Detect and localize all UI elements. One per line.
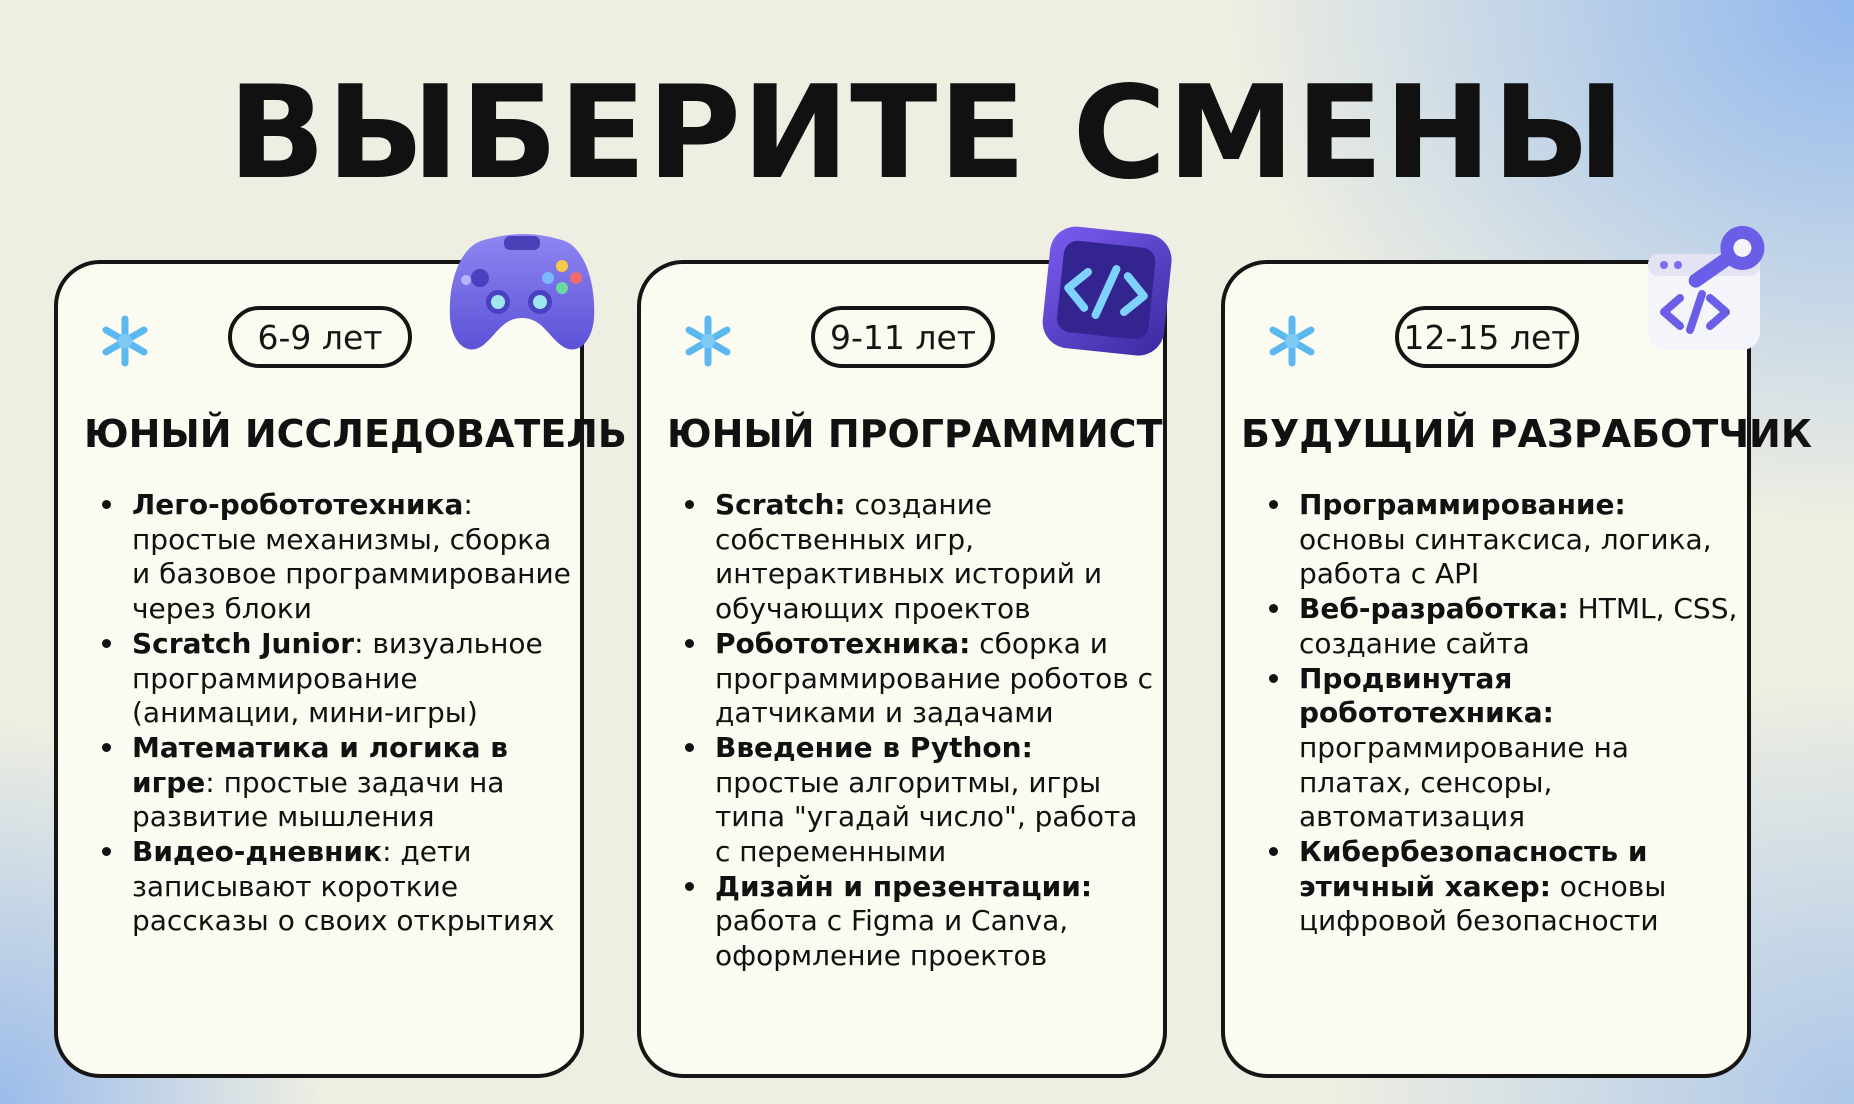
star-icon — [98, 314, 152, 368]
star-icon — [681, 314, 735, 368]
list-item: Лего-робототехника: простые механизмы, сборка и базовое программирование через блоки — [132, 488, 571, 626]
card-future-developer[interactable] — [1221, 260, 1812, 1078]
code-wrench-icon — [1640, 214, 1776, 356]
list-item: Кибербезопасность и этичный хакер: основы цифровой безопасности — [1299, 835, 1739, 939]
list-item: Робототехника: сборка и программирование роботов с датчиками и задачами — [715, 626, 1154, 730]
list-item: Введение в Python: простые алгоритмы, игры типа "угадай число", работа с переменными — [715, 731, 1155, 870]
age-badge: 9-11 лет — [811, 306, 995, 368]
age-badge: 12-15 лет — [1395, 306, 1579, 368]
card-young-programmer[interactable] — [637, 260, 1167, 1078]
star-icon — [1265, 314, 1319, 368]
code-window-icon — [1036, 222, 1176, 362]
topic-list — [681, 488, 1155, 974]
card-young-explorer[interactable] — [54, 260, 627, 1078]
card-title: ЮНЫЙ ИССЛЕДОВАТЕЛЬ — [84, 412, 627, 456]
page-title: ВЫБЕРИТЕ СМЕНЫ — [228, 59, 1626, 208]
list-item: Продвинутая робототехника: программирование на платах, сенсоры, автоматизация — [1299, 662, 1739, 836]
card-title: БУДУЩИЙ РАЗРАБОТЧИК — [1241, 412, 1812, 456]
list-item: Веб-разработка: HTML, CSS, создание сайта — [1299, 592, 1738, 660]
list-item: Scratch: создание собственных игр, интерактивных историй и обучающих проектов — [715, 488, 1155, 627]
age-badge: 6-9 лет — [228, 306, 412, 368]
list-item: Видео-дневник: дети записывают короткие рассказы о своих открытиях — [132, 835, 572, 939]
topic-list — [1265, 488, 1739, 939]
list-item: Scratch Junior: визуальное программирование (анимации, мини-игры) — [132, 627, 572, 731]
gamepad-icon — [444, 222, 600, 362]
list-item: Математика и логика в игре: простые задачи на развитие мышления — [132, 731, 572, 835]
topic-list — [98, 488, 572, 939]
list-item: Программирование: основы синтаксиса, логика, работа с API — [1299, 488, 1739, 592]
list-item: Дизайн и презентации: работа с Figma и Canva, оформление проектов — [715, 870, 1155, 974]
card-title: ЮНЫЙ ПРОГРАММИСТ — [667, 412, 1163, 456]
